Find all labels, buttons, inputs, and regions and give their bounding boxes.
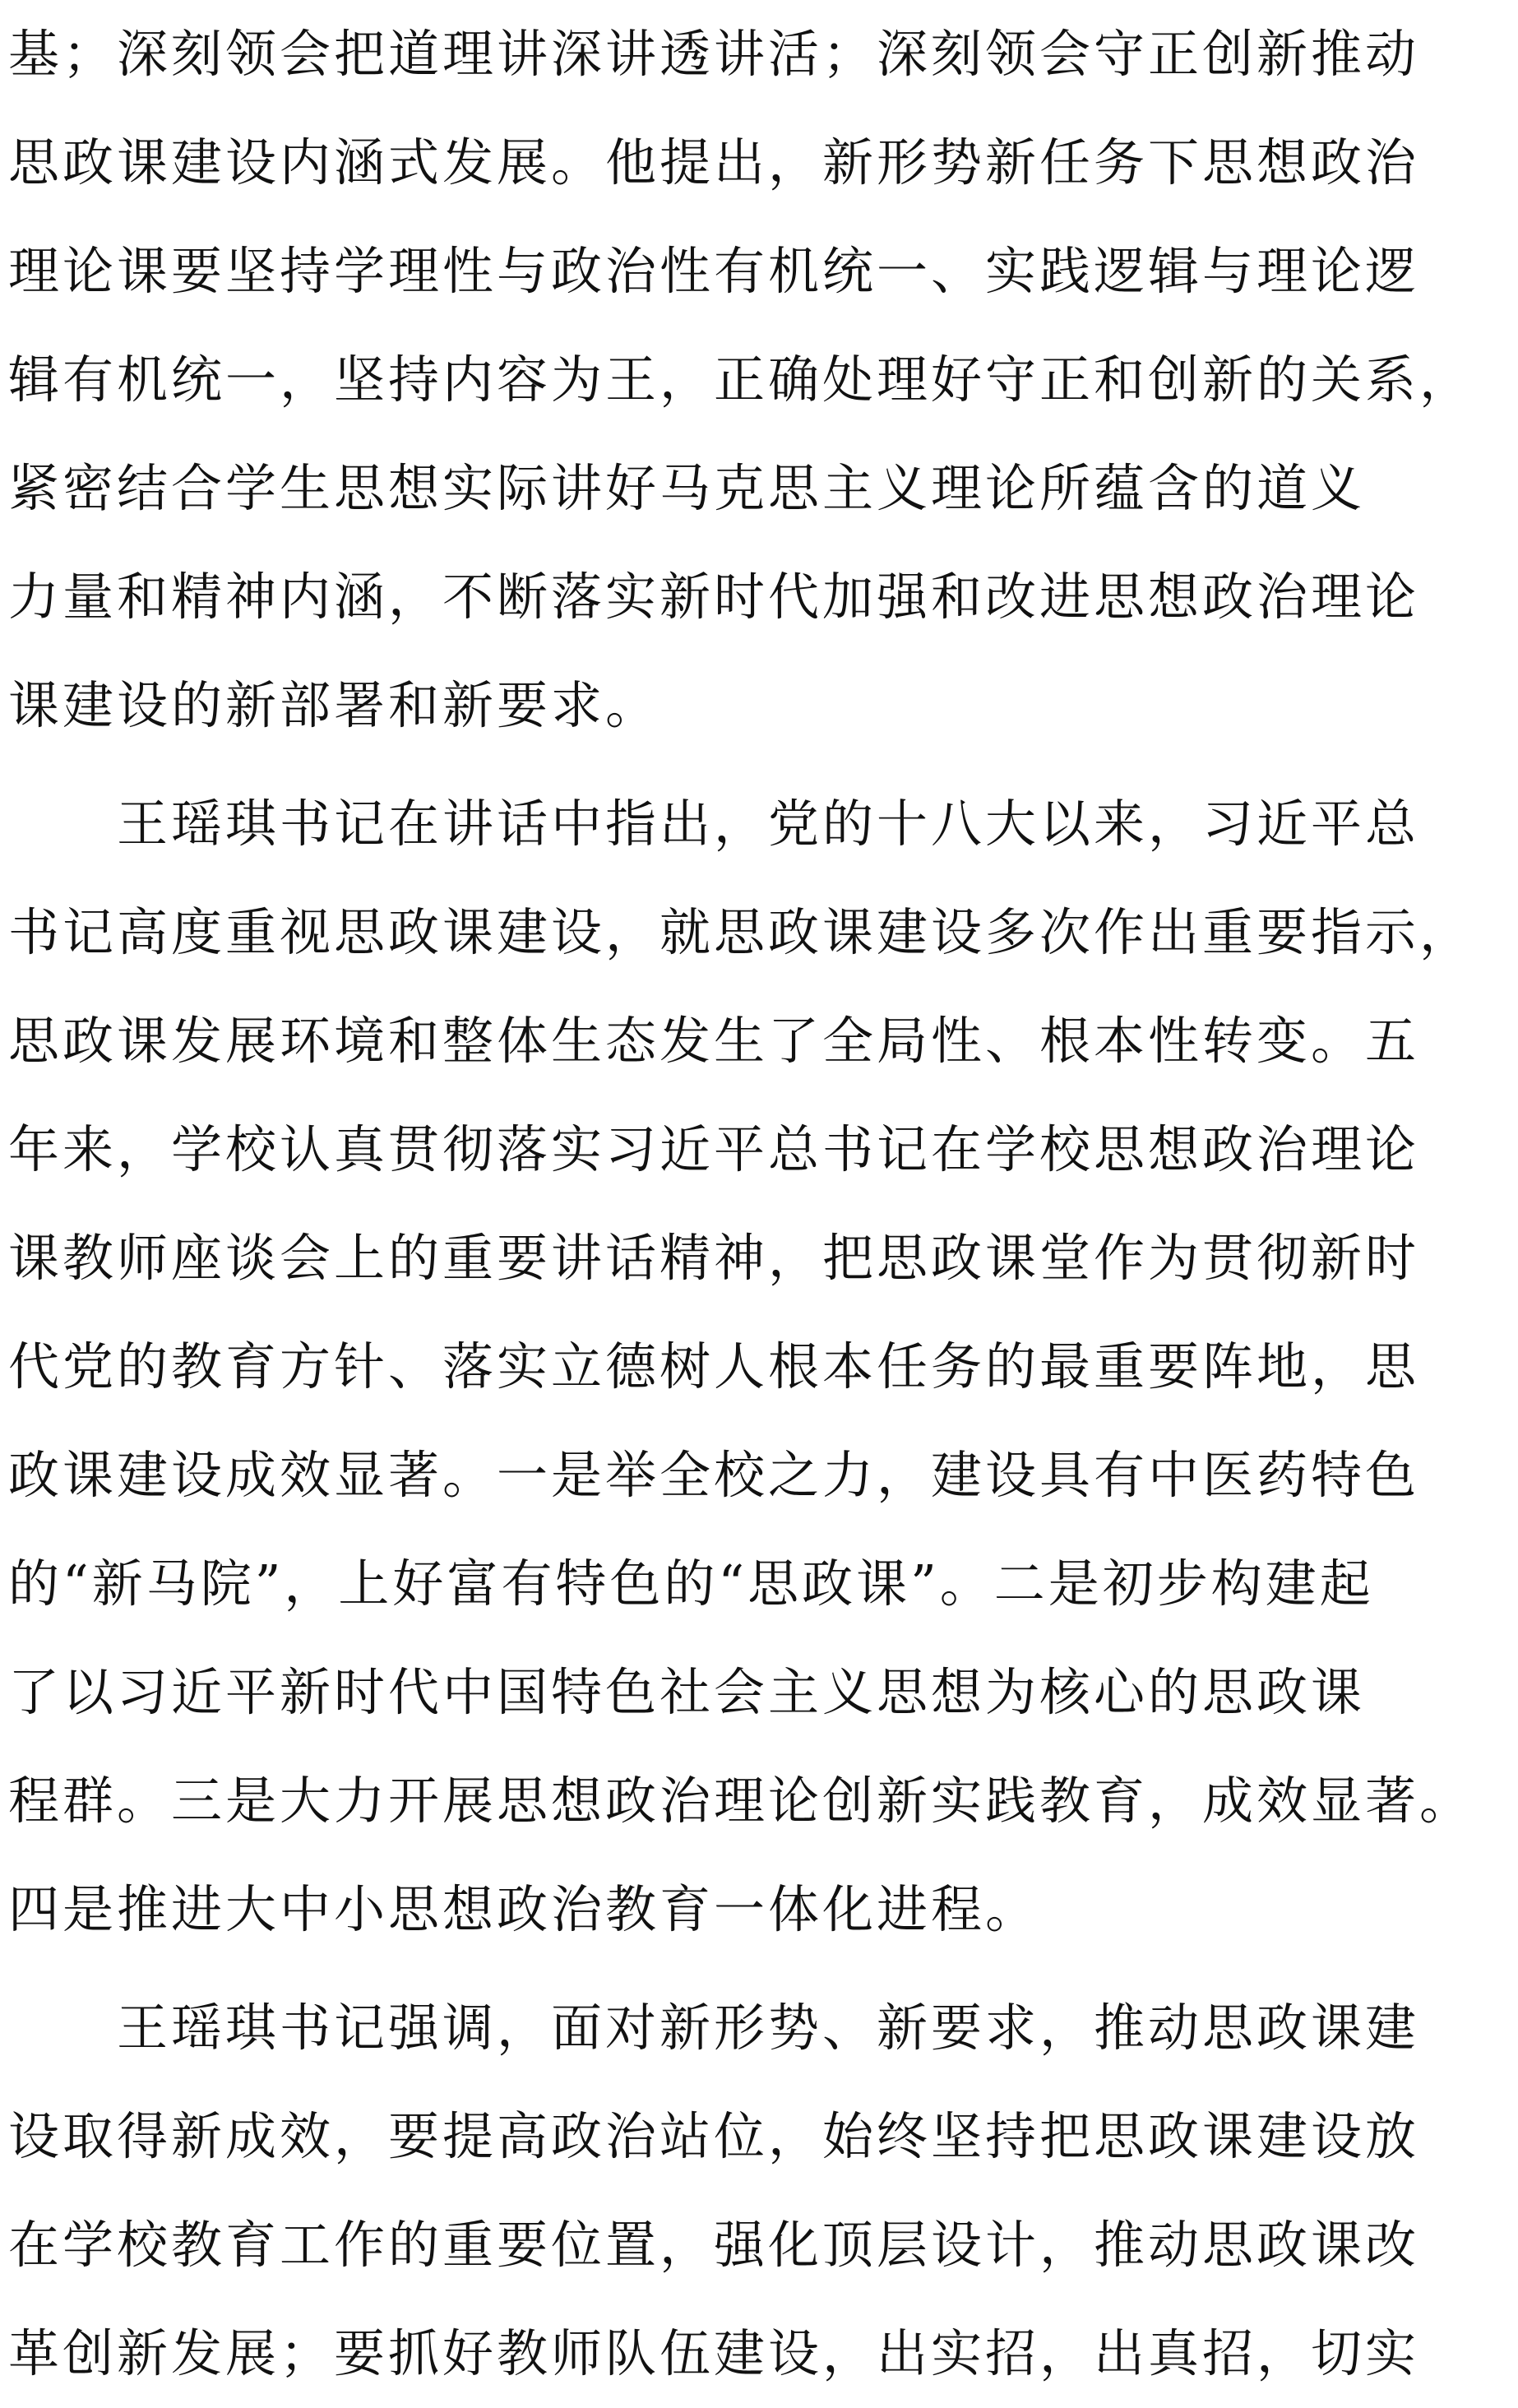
paragraph-start-line: 王瑶琪书记在讲话中指出，党的十八大以来，习近平总 <box>8 794 1420 854</box>
text-line: 紧密结合学生思想实际讲好马克思主义理论所蕴含的道义 <box>8 458 1366 518</box>
text-line: 年来，学校认真贯彻落实习近平总书记在学校思想政治理论 <box>8 1119 1420 1179</box>
text-line: 程群。三是大力开展思想政治理论创新实践教育，成效显著。 <box>8 1771 1474 1831</box>
text-line: 革创新发展；要抓好教师队伍建设，出实招，出真招，切实 <box>8 2323 1420 2383</box>
text-line: 基；深刻领会把道理讲深讲透讲活；深刻领会守正创新推动 <box>8 24 1420 84</box>
text-line: 理论课要坚持学理性与政治性有机统一、实践逻辑与理论逻 <box>8 241 1420 301</box>
text-line: 思政课建设内涵式发展。他提出，新形势新任务下思想政治 <box>8 132 1420 192</box>
text-line: 课教师座谈会上的重要讲话精神，把思政课堂作为贯彻新时 <box>8 1228 1420 1288</box>
text-line: 力量和精神内涵，不断落实新时代加强和改进思想政治理论 <box>8 567 1420 627</box>
text-line: 思政课发展环境和整体生态发生了全局性、根本性转变。五 <box>8 1011 1420 1071</box>
text-line: 辑有机统一，坚持内容为王，正确处理好守正和创新的关系， <box>8 350 1474 410</box>
text-line: 在学校教育工作的重要位置，强化顶层设计，推动思政课改 <box>8 2215 1420 2275</box>
text-line: 的“新马院”，上好富有特色的“思政课”。二是初步构建起 <box>8 1554 1374 1614</box>
paragraph-start-line: 王瑶琪书记强调，面对新形势、新要求，推动思政课建 <box>8 1998 1420 2058</box>
text-line: 政课建设成效显著。一是举全校之力，建设具有中医药特色 <box>8 1445 1420 1505</box>
text-line: 代党的教育方针、落实立德树人根本任务的最重要阵地，思 <box>8 1336 1420 1396</box>
body-text <box>8 0 1480 2408</box>
text-line: 课建设的新部署和新要求。 <box>8 675 660 735</box>
text-line: 四是推进大中小思想政治教育一体化进程。 <box>8 1879 1040 1939</box>
text-line: 书记高度重视思政课建设，就思政课建设多次作出重要指示， <box>8 902 1474 962</box>
text-line: 设取得新成效，要提高政治站位，始终坚持把思政课建设放 <box>8 2106 1420 2166</box>
text-line: 了以习近平新时代中国特色社会主义思想为核心的思政课 <box>8 1662 1366 1722</box>
